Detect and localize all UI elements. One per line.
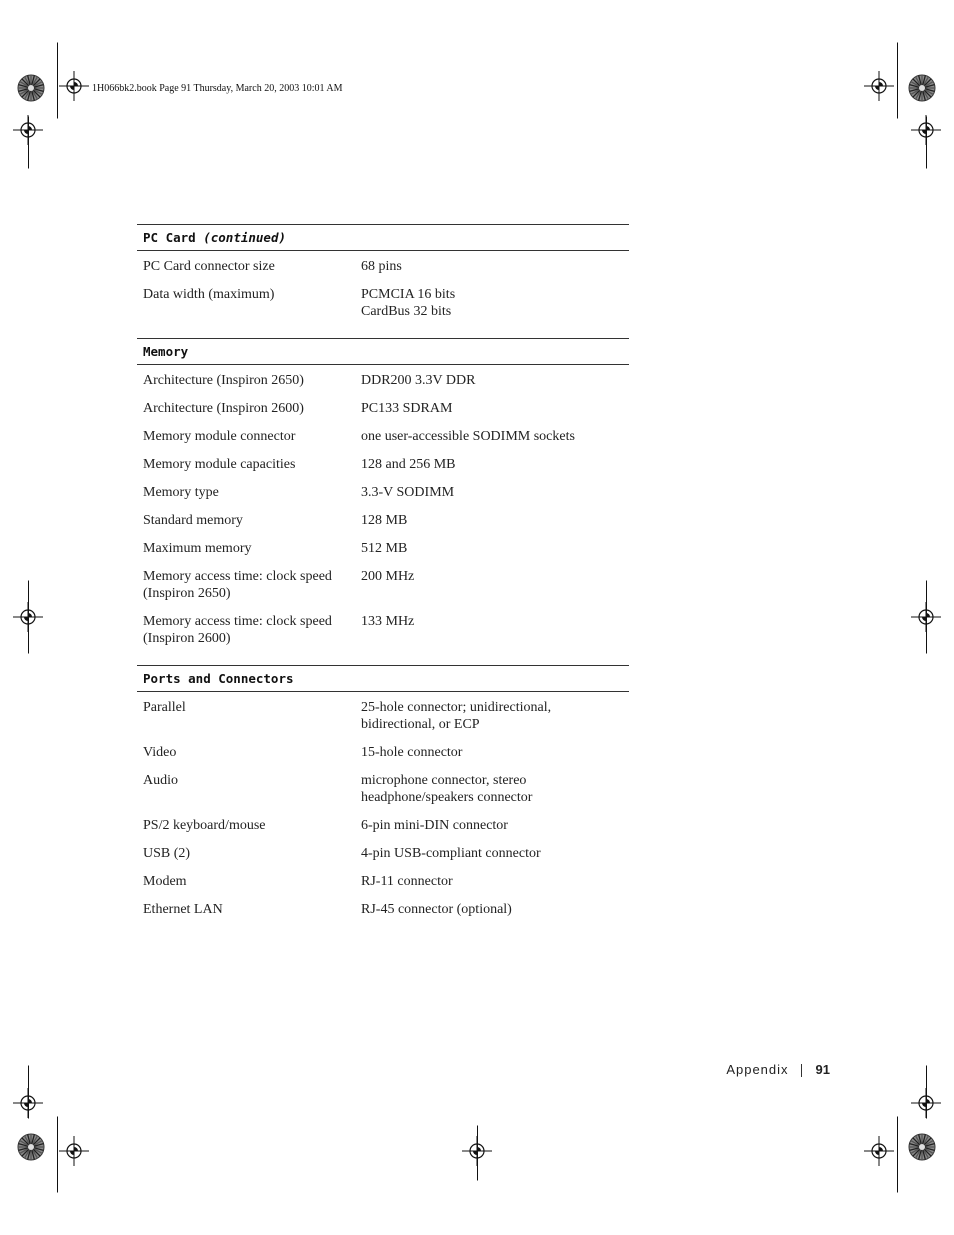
section-title: Memory	[143, 344, 189, 359]
registration-mark-icon	[864, 71, 894, 101]
spec-label-line: (Inspiron 2650)	[143, 586, 231, 601]
spec-value	[361, 540, 629, 557]
section-title-suffix: (continued)	[203, 230, 287, 245]
spec-label	[137, 568, 361, 602]
spec-value-line: 3.3-V SODIMM	[361, 485, 455, 500]
spec-value-line: bidirectional, or ECP	[361, 717, 480, 732]
spec-value-line: one user-accessible SODIMM sockets	[361, 429, 575, 444]
spec-value-line: 512 MB	[361, 541, 408, 556]
spec-value-line: microphone connector, stereo	[361, 773, 527, 788]
section-rows	[137, 365, 629, 665]
spec-label-line: Memory module capacities	[143, 457, 296, 472]
spec-label-line: Ethernet LAN	[143, 902, 223, 917]
spec-row	[137, 258, 629, 275]
spec-label-line: Modem	[143, 874, 187, 889]
spec-label	[137, 845, 361, 862]
spec-row	[137, 772, 629, 806]
spec-value-line: 4-pin USB-compliant connector	[361, 846, 541, 861]
page-footer	[726, 1062, 830, 1077]
spec-row	[137, 817, 629, 834]
color-wheel-icon	[17, 74, 45, 102]
spec-table	[137, 224, 629, 936]
spec-label	[137, 817, 361, 834]
spec-label-line: PC Card connector size	[143, 259, 275, 274]
spec-value	[361, 873, 629, 890]
page-number: 91	[815, 1062, 830, 1077]
spec-label	[137, 772, 361, 806]
spec-row	[137, 901, 629, 918]
spec-row	[137, 568, 629, 602]
spec-value	[361, 744, 629, 761]
spec-row	[137, 744, 629, 761]
spec-label	[137, 400, 361, 417]
spec-label	[137, 258, 361, 275]
spec-label-line: (Inspiron 2600)	[143, 631, 231, 646]
spec-label	[137, 873, 361, 890]
spec-row	[137, 428, 629, 445]
spec-label	[137, 512, 361, 529]
spec-row	[137, 873, 629, 890]
registration-mark-icon	[13, 1088, 43, 1118]
spec-value	[361, 901, 629, 918]
spec-label-line: Audio	[143, 773, 178, 788]
spec-label	[137, 540, 361, 557]
spec-label-line: Video	[143, 745, 177, 760]
registration-mark-icon	[13, 602, 43, 632]
registration-mark-icon	[59, 1136, 89, 1166]
spec-value	[361, 428, 629, 445]
registration-mark-icon	[911, 1088, 941, 1118]
section-heading	[137, 338, 629, 365]
spec-row	[137, 484, 629, 501]
spec-value	[361, 699, 629, 733]
section-rows	[137, 692, 629, 936]
spec-value	[361, 484, 629, 501]
spec-row	[137, 400, 629, 417]
spec-value-line: RJ-11 connector	[361, 874, 453, 889]
spec-value-line: 128 MB	[361, 513, 408, 528]
color-wheel-icon	[17, 1133, 45, 1161]
spec-label-line: Data width (maximum)	[143, 287, 275, 302]
spec-value	[361, 613, 629, 647]
registration-mark-icon	[13, 115, 43, 145]
crop-line	[897, 42, 899, 119]
registration-mark-icon	[911, 115, 941, 145]
spec-row	[137, 372, 629, 389]
spec-label	[137, 484, 361, 501]
spec-label	[137, 428, 361, 445]
spec-value-line: 25-hole connector; unidirectional,	[361, 700, 552, 715]
spec-value	[361, 817, 629, 834]
spec-label	[137, 744, 361, 761]
spec-row	[137, 613, 629, 647]
spec-label	[137, 456, 361, 473]
spec-label-line: Architecture (Inspiron 2650)	[143, 373, 304, 388]
spec-label	[137, 699, 361, 733]
spec-row	[137, 699, 629, 733]
spec-value	[361, 568, 629, 602]
spec-value	[361, 258, 629, 275]
spec-label-line: Memory type	[143, 485, 219, 500]
spec-value	[361, 845, 629, 862]
spec-row	[137, 512, 629, 529]
spec-value-line: RJ-45 connector (optional)	[361, 902, 512, 917]
spec-row	[137, 540, 629, 557]
spec-label-line: PS/2 keyboard/mouse	[143, 818, 266, 833]
spec-value-line: 128 and 256 MB	[361, 457, 456, 472]
spec-label	[137, 286, 361, 320]
spec-value-line: PCMCIA 16 bits	[361, 287, 456, 302]
spec-value	[361, 512, 629, 529]
spec-label-line: Memory access time: clock speed	[143, 569, 332, 584]
section-rows	[137, 251, 629, 338]
spec-label-line: Standard memory	[143, 513, 243, 528]
spec-row	[137, 845, 629, 862]
spec-value	[361, 372, 629, 389]
section-heading	[137, 224, 629, 251]
spec-label-line: Memory module connector	[143, 429, 296, 444]
spec-value-line: 68 pins	[361, 259, 402, 274]
spec-value-line: 133 MHz	[361, 614, 415, 629]
registration-mark-icon	[59, 71, 89, 101]
spec-value	[361, 772, 629, 806]
spec-value-line: headphone/speakers connector	[361, 790, 533, 805]
registration-mark-icon	[462, 1136, 492, 1166]
spec-label-line: Maximum memory	[143, 541, 252, 556]
spec-value-line: 200 MHz	[361, 569, 415, 584]
spec-label-line: Architecture (Inspiron 2600)	[143, 401, 304, 416]
color-wheel-icon	[908, 74, 936, 102]
spec-value	[361, 286, 629, 320]
registration-mark-icon	[911, 602, 941, 632]
footer-section-title: Appendix	[726, 1062, 789, 1077]
spec-value-line: PC133 SDRAM	[361, 401, 453, 416]
spec-value	[361, 456, 629, 473]
spec-value-line: 6-pin mini-DIN connector	[361, 818, 508, 833]
color-wheel-icon	[908, 1133, 936, 1161]
spec-label	[137, 613, 361, 647]
spec-label-line: USB (2)	[143, 846, 191, 861]
spec-row	[137, 456, 629, 473]
crop-line	[897, 1116, 899, 1193]
printer-header-slug: 1H066bk2.book Page 91 Thursday, March 20, 2003 10:01 AM	[92, 83, 343, 94]
spec-row	[137, 286, 629, 320]
spec-value-line: CardBus 32 bits	[361, 304, 452, 319]
spec-value	[361, 400, 629, 417]
spec-value-line: 15-hole connector	[361, 745, 463, 760]
section-heading	[137, 665, 629, 692]
spec-label-line: Parallel	[143, 700, 186, 715]
registration-mark-icon	[864, 1136, 894, 1166]
footer-separator	[801, 1064, 802, 1077]
spec-label-line: Memory access time: clock speed	[143, 614, 332, 629]
section-title: Ports and Connectors	[143, 671, 294, 686]
spec-label	[137, 901, 361, 918]
section-title: PC Card	[143, 230, 196, 245]
spec-label	[137, 372, 361, 389]
spec-value-line: DDR200 3.3V DDR	[361, 373, 476, 388]
